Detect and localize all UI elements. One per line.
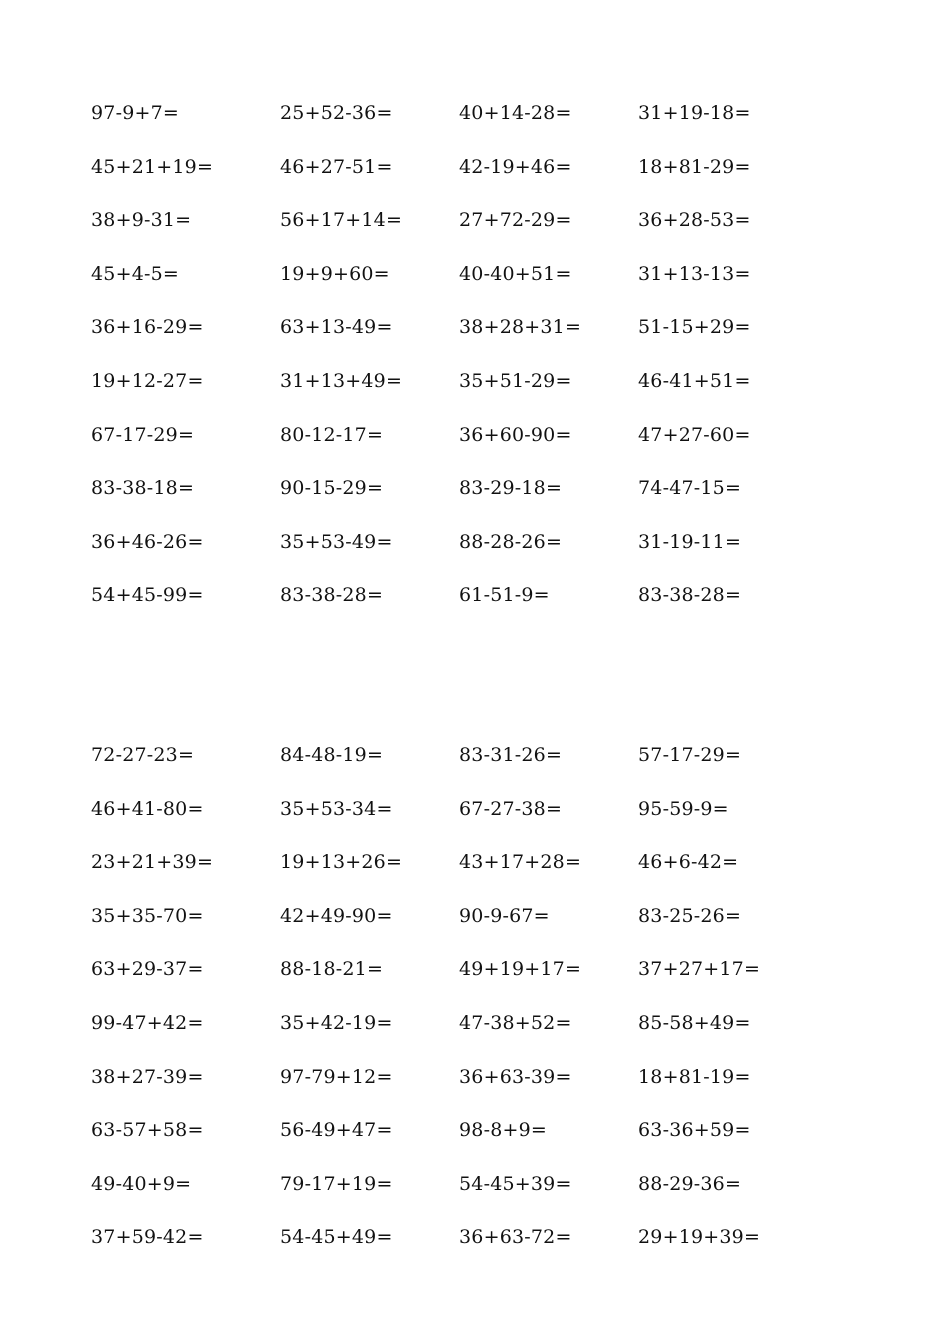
problem-row <box>91 1058 851 1112</box>
problem-row <box>91 1218 851 1272</box>
arithmetic-problem: 67-17-29= <box>91 423 195 446</box>
problem-row <box>91 950 851 1004</box>
arithmetic-problem: 54-45+39= <box>459 1172 572 1195</box>
problem-row <box>91 1165 851 1219</box>
arithmetic-problem: 97-9+7= <box>91 102 180 124</box>
arithmetic-problem: 31+19-18= <box>638 102 751 124</box>
problem-row <box>91 362 851 416</box>
arithmetic-problem: 37+27+17= <box>638 958 761 981</box>
arithmetic-problem: 38+9-31= <box>91 209 192 232</box>
problem-row <box>91 576 851 630</box>
arithmetic-problem: 56+17+14= <box>280 209 403 232</box>
arithmetic-problem: 25+52-36= <box>280 102 393 124</box>
arithmetic-problem: 88-29-36= <box>638 1172 742 1195</box>
arithmetic-problem: 61-51-9= <box>459 584 550 607</box>
arithmetic-problem: 35+35-70= <box>91 904 204 927</box>
arithmetic-problem: 47+27-60= <box>638 423 751 446</box>
arithmetic-problem: 27+72-29= <box>459 209 572 232</box>
arithmetic-problem: 42+49-90= <box>280 904 393 927</box>
arithmetic-problem: 43+17+28= <box>459 851 582 874</box>
arithmetic-problem: 31-19-11= <box>638 530 742 553</box>
problem-set-1 <box>91 94 851 630</box>
problem-row <box>91 416 851 470</box>
arithmetic-problem: 63+13-49= <box>280 316 393 339</box>
arithmetic-problem: 83-38-28= <box>638 584 742 607</box>
arithmetic-problem: 83-38-18= <box>91 477 195 500</box>
problem-row <box>91 736 851 790</box>
problem-row <box>91 255 851 309</box>
arithmetic-problem: 84-48-19= <box>280 744 384 766</box>
arithmetic-problem: 40-40+51= <box>459 262 572 285</box>
problem-row <box>91 94 851 148</box>
arithmetic-problem: 80-12-17= <box>280 423 384 446</box>
problem-row <box>91 308 851 362</box>
arithmetic-problem: 45+21+19= <box>91 155 214 178</box>
arithmetic-problem: 46+41-80= <box>91 797 204 820</box>
arithmetic-problem: 35+53-34= <box>280 797 393 820</box>
arithmetic-problem: 19+12-27= <box>91 369 204 392</box>
arithmetic-problem: 95-59-9= <box>638 797 729 820</box>
arithmetic-problem: 35+51-29= <box>459 369 572 392</box>
arithmetic-problem: 72-27-23= <box>91 744 195 766</box>
problem-set-2 <box>91 736 851 1272</box>
arithmetic-problem: 49-40+9= <box>91 1172 192 1195</box>
arithmetic-problem: 90-9-67= <box>459 904 550 927</box>
arithmetic-problem: 85-58+49= <box>638 1011 751 1034</box>
arithmetic-problem: 74-47-15= <box>638 477 742 500</box>
arithmetic-problem: 36+60-90= <box>459 423 572 446</box>
arithmetic-problem: 98-8+9= <box>459 1119 548 1142</box>
arithmetic-problem: 54-45+49= <box>280 1226 393 1249</box>
arithmetic-problem: 57-17-29= <box>638 744 742 766</box>
arithmetic-problem: 36+63-72= <box>459 1226 572 1249</box>
arithmetic-problem: 18+81-29= <box>638 155 751 178</box>
problem-row <box>91 1111 851 1165</box>
arithmetic-problem: 37+59-42= <box>91 1226 204 1249</box>
arithmetic-problem: 63+29-37= <box>91 958 204 981</box>
arithmetic-problem: 46+6-42= <box>638 851 739 874</box>
arithmetic-problem: 83-25-26= <box>638 904 742 927</box>
problem-row <box>91 148 851 202</box>
arithmetic-problem: 83-38-28= <box>280 584 384 607</box>
problem-row <box>91 523 851 577</box>
arithmetic-problem: 40+14-28= <box>459 102 572 124</box>
arithmetic-problem: 54+45-99= <box>91 584 204 607</box>
arithmetic-problem: 83-29-18= <box>459 477 563 500</box>
arithmetic-problem: 38+28+31= <box>459 316 582 339</box>
arithmetic-problem: 46-41+51= <box>638 369 751 392</box>
arithmetic-problem: 51-15+29= <box>638 316 751 339</box>
arithmetic-problem: 63-57+58= <box>91 1119 204 1142</box>
arithmetic-problem: 35+42-19= <box>280 1011 393 1034</box>
arithmetic-problem: 36+16-29= <box>91 316 204 339</box>
arithmetic-problem: 38+27-39= <box>91 1065 204 1088</box>
arithmetic-problem: 18+81-19= <box>638 1065 751 1088</box>
arithmetic-problem: 88-28-26= <box>459 530 563 553</box>
arithmetic-problem: 29+19+39= <box>638 1226 761 1249</box>
arithmetic-problem: 31+13+49= <box>280 369 403 392</box>
arithmetic-problem: 49+19+17= <box>459 958 582 981</box>
arithmetic-problem: 23+21+39= <box>91 851 214 874</box>
problem-row <box>91 897 851 951</box>
arithmetic-problem: 19+9+60= <box>280 262 390 285</box>
arithmetic-problem: 19+13+26= <box>280 851 403 874</box>
arithmetic-problem: 46+27-51= <box>280 155 393 178</box>
arithmetic-problem: 63-36+59= <box>638 1119 751 1142</box>
arithmetic-problem: 88-18-21= <box>280 958 384 981</box>
problem-row <box>91 843 851 897</box>
arithmetic-problem: 79-17+19= <box>280 1172 393 1195</box>
arithmetic-problem: 97-79+12= <box>280 1065 393 1088</box>
arithmetic-problem: 45+4-5= <box>91 262 180 285</box>
arithmetic-problem: 42-19+46= <box>459 155 572 178</box>
arithmetic-problem: 99-47+42= <box>91 1011 204 1034</box>
problem-row <box>91 1004 851 1058</box>
problem-row <box>91 469 851 523</box>
arithmetic-problem: 47-38+52= <box>459 1011 572 1034</box>
arithmetic-problem: 83-31-26= <box>459 744 563 766</box>
arithmetic-problem: 36+63-39= <box>459 1065 572 1088</box>
arithmetic-problem: 36+28-53= <box>638 209 751 232</box>
arithmetic-problem: 35+53-49= <box>280 530 393 553</box>
arithmetic-problem: 56-49+47= <box>280 1119 393 1142</box>
arithmetic-problem: 36+46-26= <box>91 530 204 553</box>
problem-row <box>91 201 851 255</box>
arithmetic-problem: 31+13-13= <box>638 262 751 285</box>
arithmetic-problem: 67-27-38= <box>459 797 563 820</box>
problem-row <box>91 790 851 844</box>
arithmetic-problem: 90-15-29= <box>280 477 384 500</box>
